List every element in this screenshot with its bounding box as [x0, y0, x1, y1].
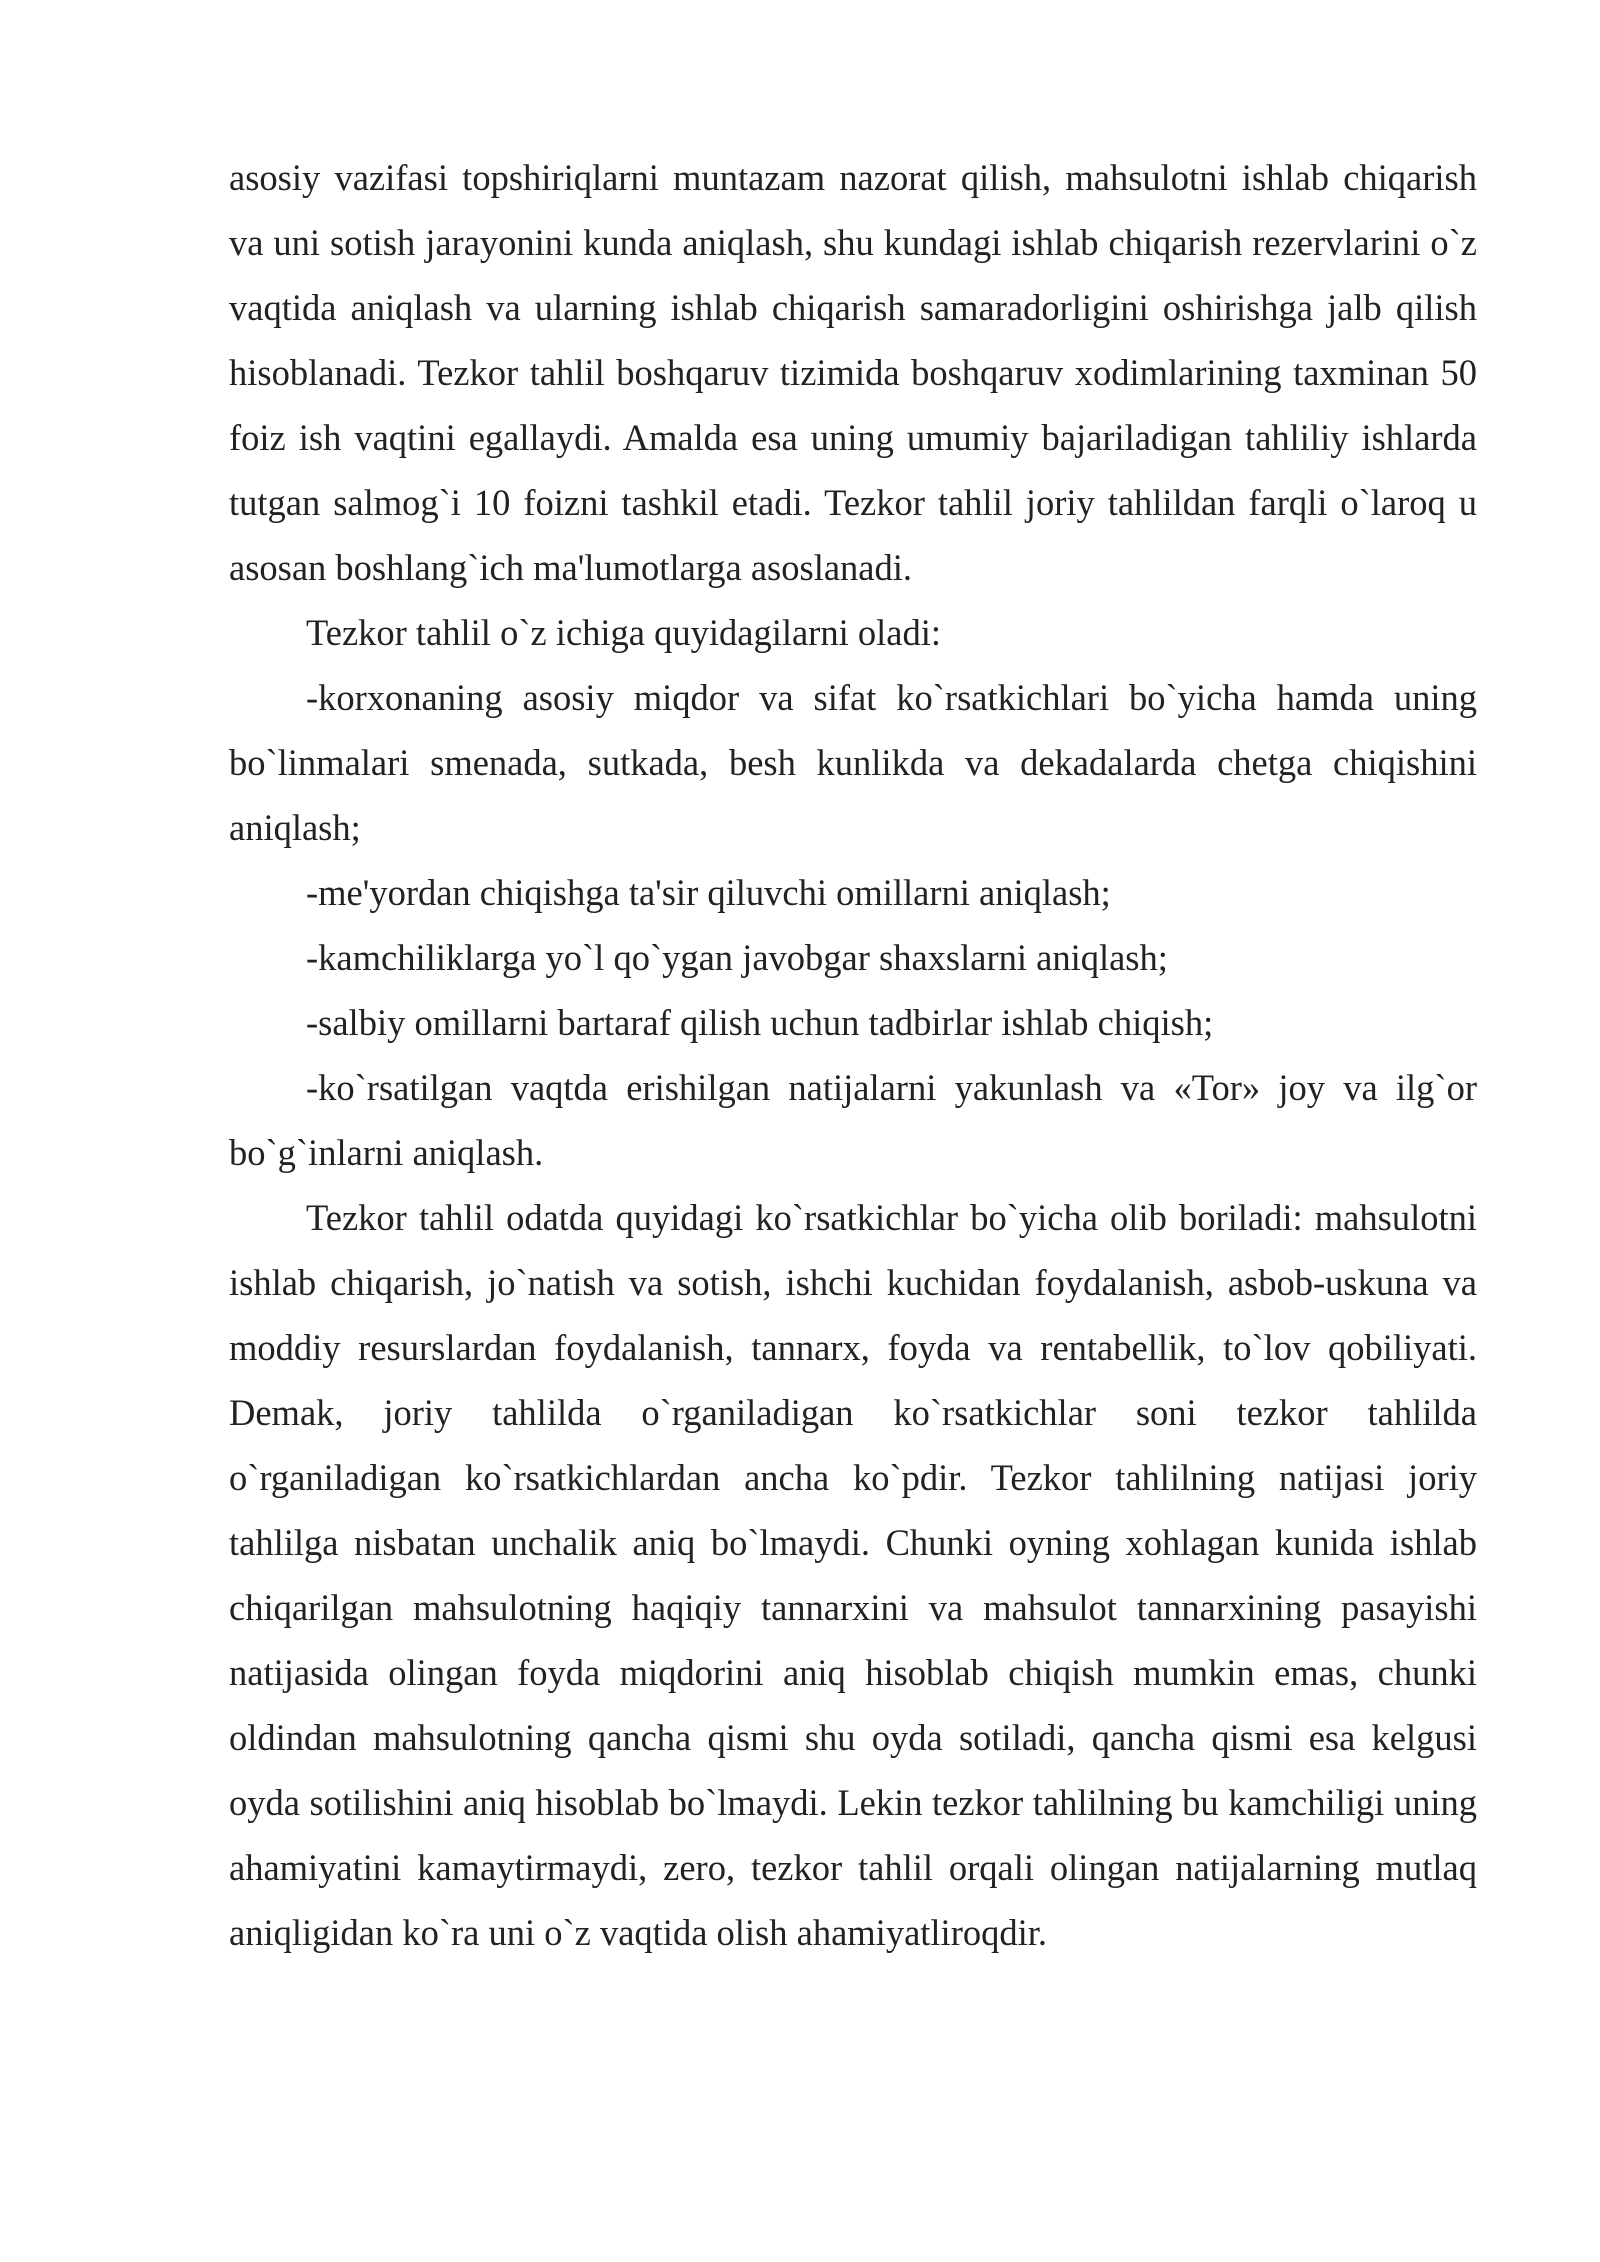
- paragraph-intro: Tezkor tahlil o`z ichiga quyidagilarni oladi:: [306, 612, 941, 653]
- list-item: -salbiy omillarni bartaraf qilish uchun tadbirlar ishlab chiqish;: [306, 1002, 1214, 1043]
- paragraph-body: Tezkor tahlil odatda quyidagi ko`rsatkichlar bo`yicha olib boriladi: mahsulotni ishlab chiqarish, jo`natish va sotish, ishchi kuchidan foydalanish, asbob-uskuna va moddiy resurslardan foydalanish, tannarx, foyda va rentabellik, to`lov qobiliyati. Demak, joriy tahlilda o`rganiladigan ko`rsatkichlar soni tezkor tahlilda o`rganiladigan ko`rsatkichlardan ancha ko`pdir. Tezkor tahlilning natijasi joriy tahlilga nisbatan unchalik aniq bo`lmaydi. Chunki oyning xohlagan kunida ishlab chiqarilgan mahsulotning haqiqiy tannarxini va mahsulot tannarxining pasayishi natijasida olingan foyda miqdorini aniq hisoblab chiqish mumkin emas, chunki oldindan mahsulotning qancha qismi shu oyda sotiladi, qancha qismi esa kelgusi oyda sotilishini aniq hisoblab bo`lmaydi. Lekin tezkor tahlilning bu kamchiligi uning ahamiyatini kamaytirmaydi, zero, tezkor tahlil orqali olingan natijalarning mutlaq aniqligidan ko`ra uni o`z vaqtida olish ahamiyatliroqdir.: [229, 1197, 1477, 1953]
- list-item: -kamchiliklarga yo`l qo`ygan javobgar shaxslarni aniqlash;: [306, 937, 1168, 978]
- list-item: -ko`rsatilgan vaqtda erishilgan natijalarni yakunlash va «Tor» joy va ilg`or bo`g`inlarni aniqlash.: [229, 1067, 1477, 1173]
- list-item: -me'yordan chiqishga ta'sir qiluvchi omillarni aniqlash;: [306, 872, 1111, 913]
- document-body: [229, 145, 1477, 1965]
- paragraph-continuation: asosiy vazifasi topshiriqlarni muntazam nazorat qilish, mahsulotni ishlab chiqarish va uni sotish jarayonini kunda aniqlash, shu kundagi ishlab chiqarish rezervlarini o`z vaqtida aniqlash va ularning ishlab chiqarish samaradorligini oshirishga jalb qilish hisoblanadi. Tezkor tahlil boshqaruv tizimida boshqaruv xodimlarining taxminan 50 foiz ish vaqtini egallaydi. Amalda esa uning umumiy bajariladigan tahliliy ishlarda tutgan salmog`i 10 foizni tashkil etadi. Tezkor tahlil joriy tahlildan farqli o`laroq u asosan boshlang`ich ma'lumotlarga asoslanadi.: [229, 157, 1477, 588]
- list-item: -korxonaning asosiy miqdor va sifat ko`rsatkichlari bo`yicha hamda uning bo`linmalari smenada, sutkada, besh kunlikda va dekadalarda chetga chiqishini aniqlash;: [229, 677, 1477, 848]
